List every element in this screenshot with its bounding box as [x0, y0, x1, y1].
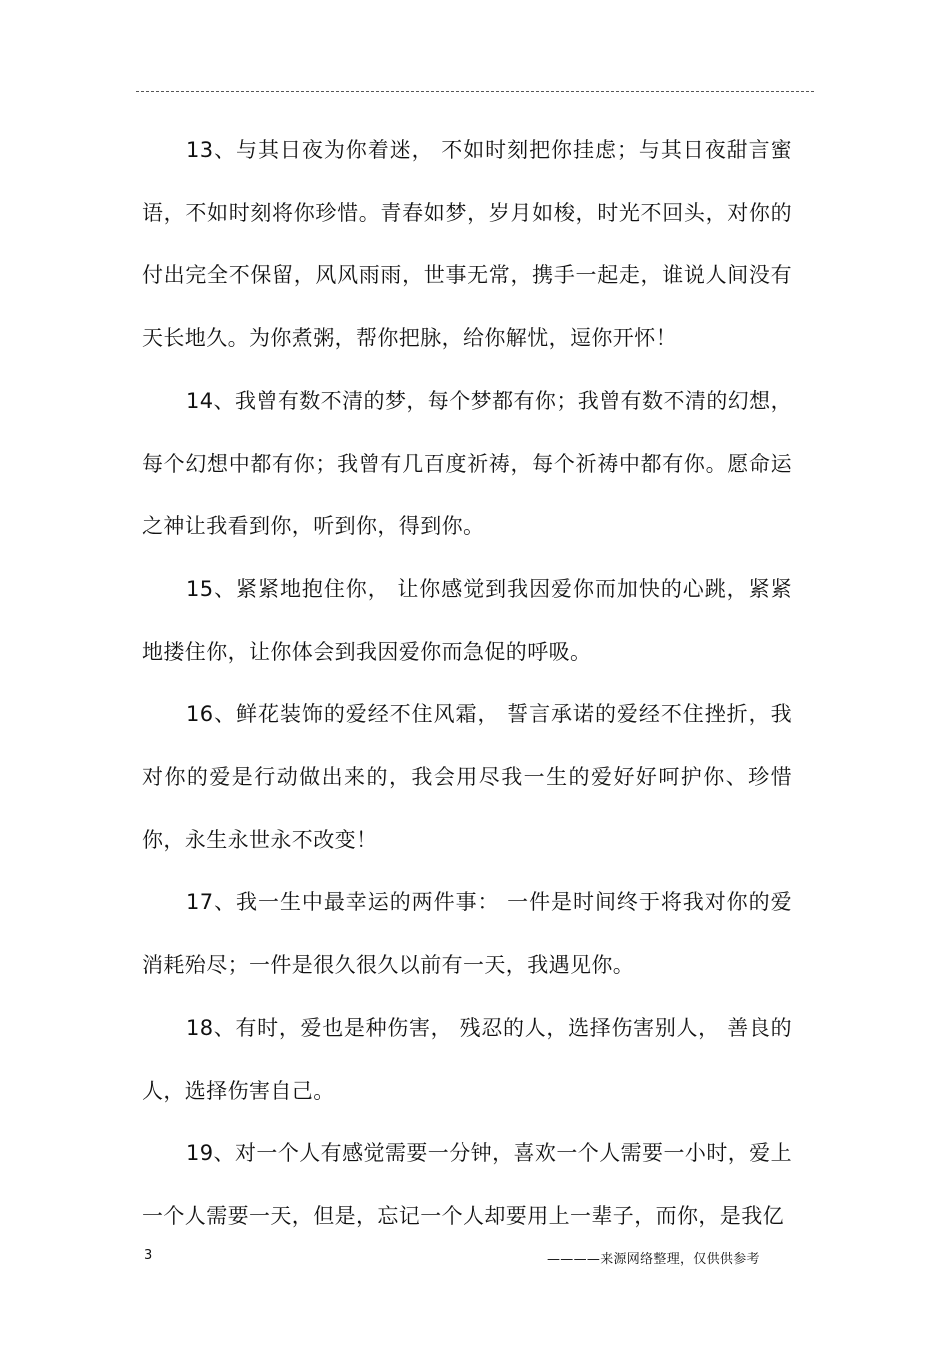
paragraph-19: 19、对一个人有感觉需要一分钟，喜欢一个人需要一小时，爱上一个人需要一天，但是，忘记一个人却要用上一辈子，而你，是我亿	[142, 1141, 792, 1228]
paragraph-14: 14、我曾有数不清的梦，每个梦都有你；我曾有数不清的幻想，每个幻想中都有你；我曾有几百度祈祷，每个祈祷中都有你。愿命运之神让我看到你，听到你，得到你。	[142, 388, 792, 539]
body-text	[142, 119, 792, 1248]
paragraph-13: 13、与其日夜为你着迷， 不如时刻把你挂虑；与其日夜甜言蜜语，不如时刻将你珍惜。青春如梦，岁月如梭，时光不回头，对你的付出完全不保留，风风雨雨，世事无常，携手一起走，谁说人间没有天长地久。为你煮粥，帮你把脉，给你解忧，逗你开怀！	[142, 138, 792, 351]
paragraph-16: 16、鲜花装饰的爱经不住风霜， 誓言承诺的爱经不住挫折，我对你的爱是行动做出来的，我会用尽我一生的爱好好呵护你、珍惜你，永生永世永不改变！	[142, 702, 792, 852]
source-note: ————来源网络整理，仅供供参考	[547, 1252, 760, 1267]
paragraph-15: 15、紧紧地抱住你， 让你感觉到我因爱你而加快的心跳，紧紧地搂住你，让你体会到我因爱你而急促的呼吸。	[142, 576, 792, 664]
paragraph-18: 18、有时，爱也是种伤害， 残忍的人，选择伤害别人， 善良的人，选择伤害自己。	[142, 1015, 792, 1103]
page-number: 3	[144, 1248, 153, 1263]
paragraph-17: 17、我一生中最幸运的两件事： 一件是时间终于将我对你的爱消耗殆尽；一件是很久很久以前有一天，我遇见你。	[142, 890, 792, 978]
header-dashed-rule	[136, 91, 814, 92]
